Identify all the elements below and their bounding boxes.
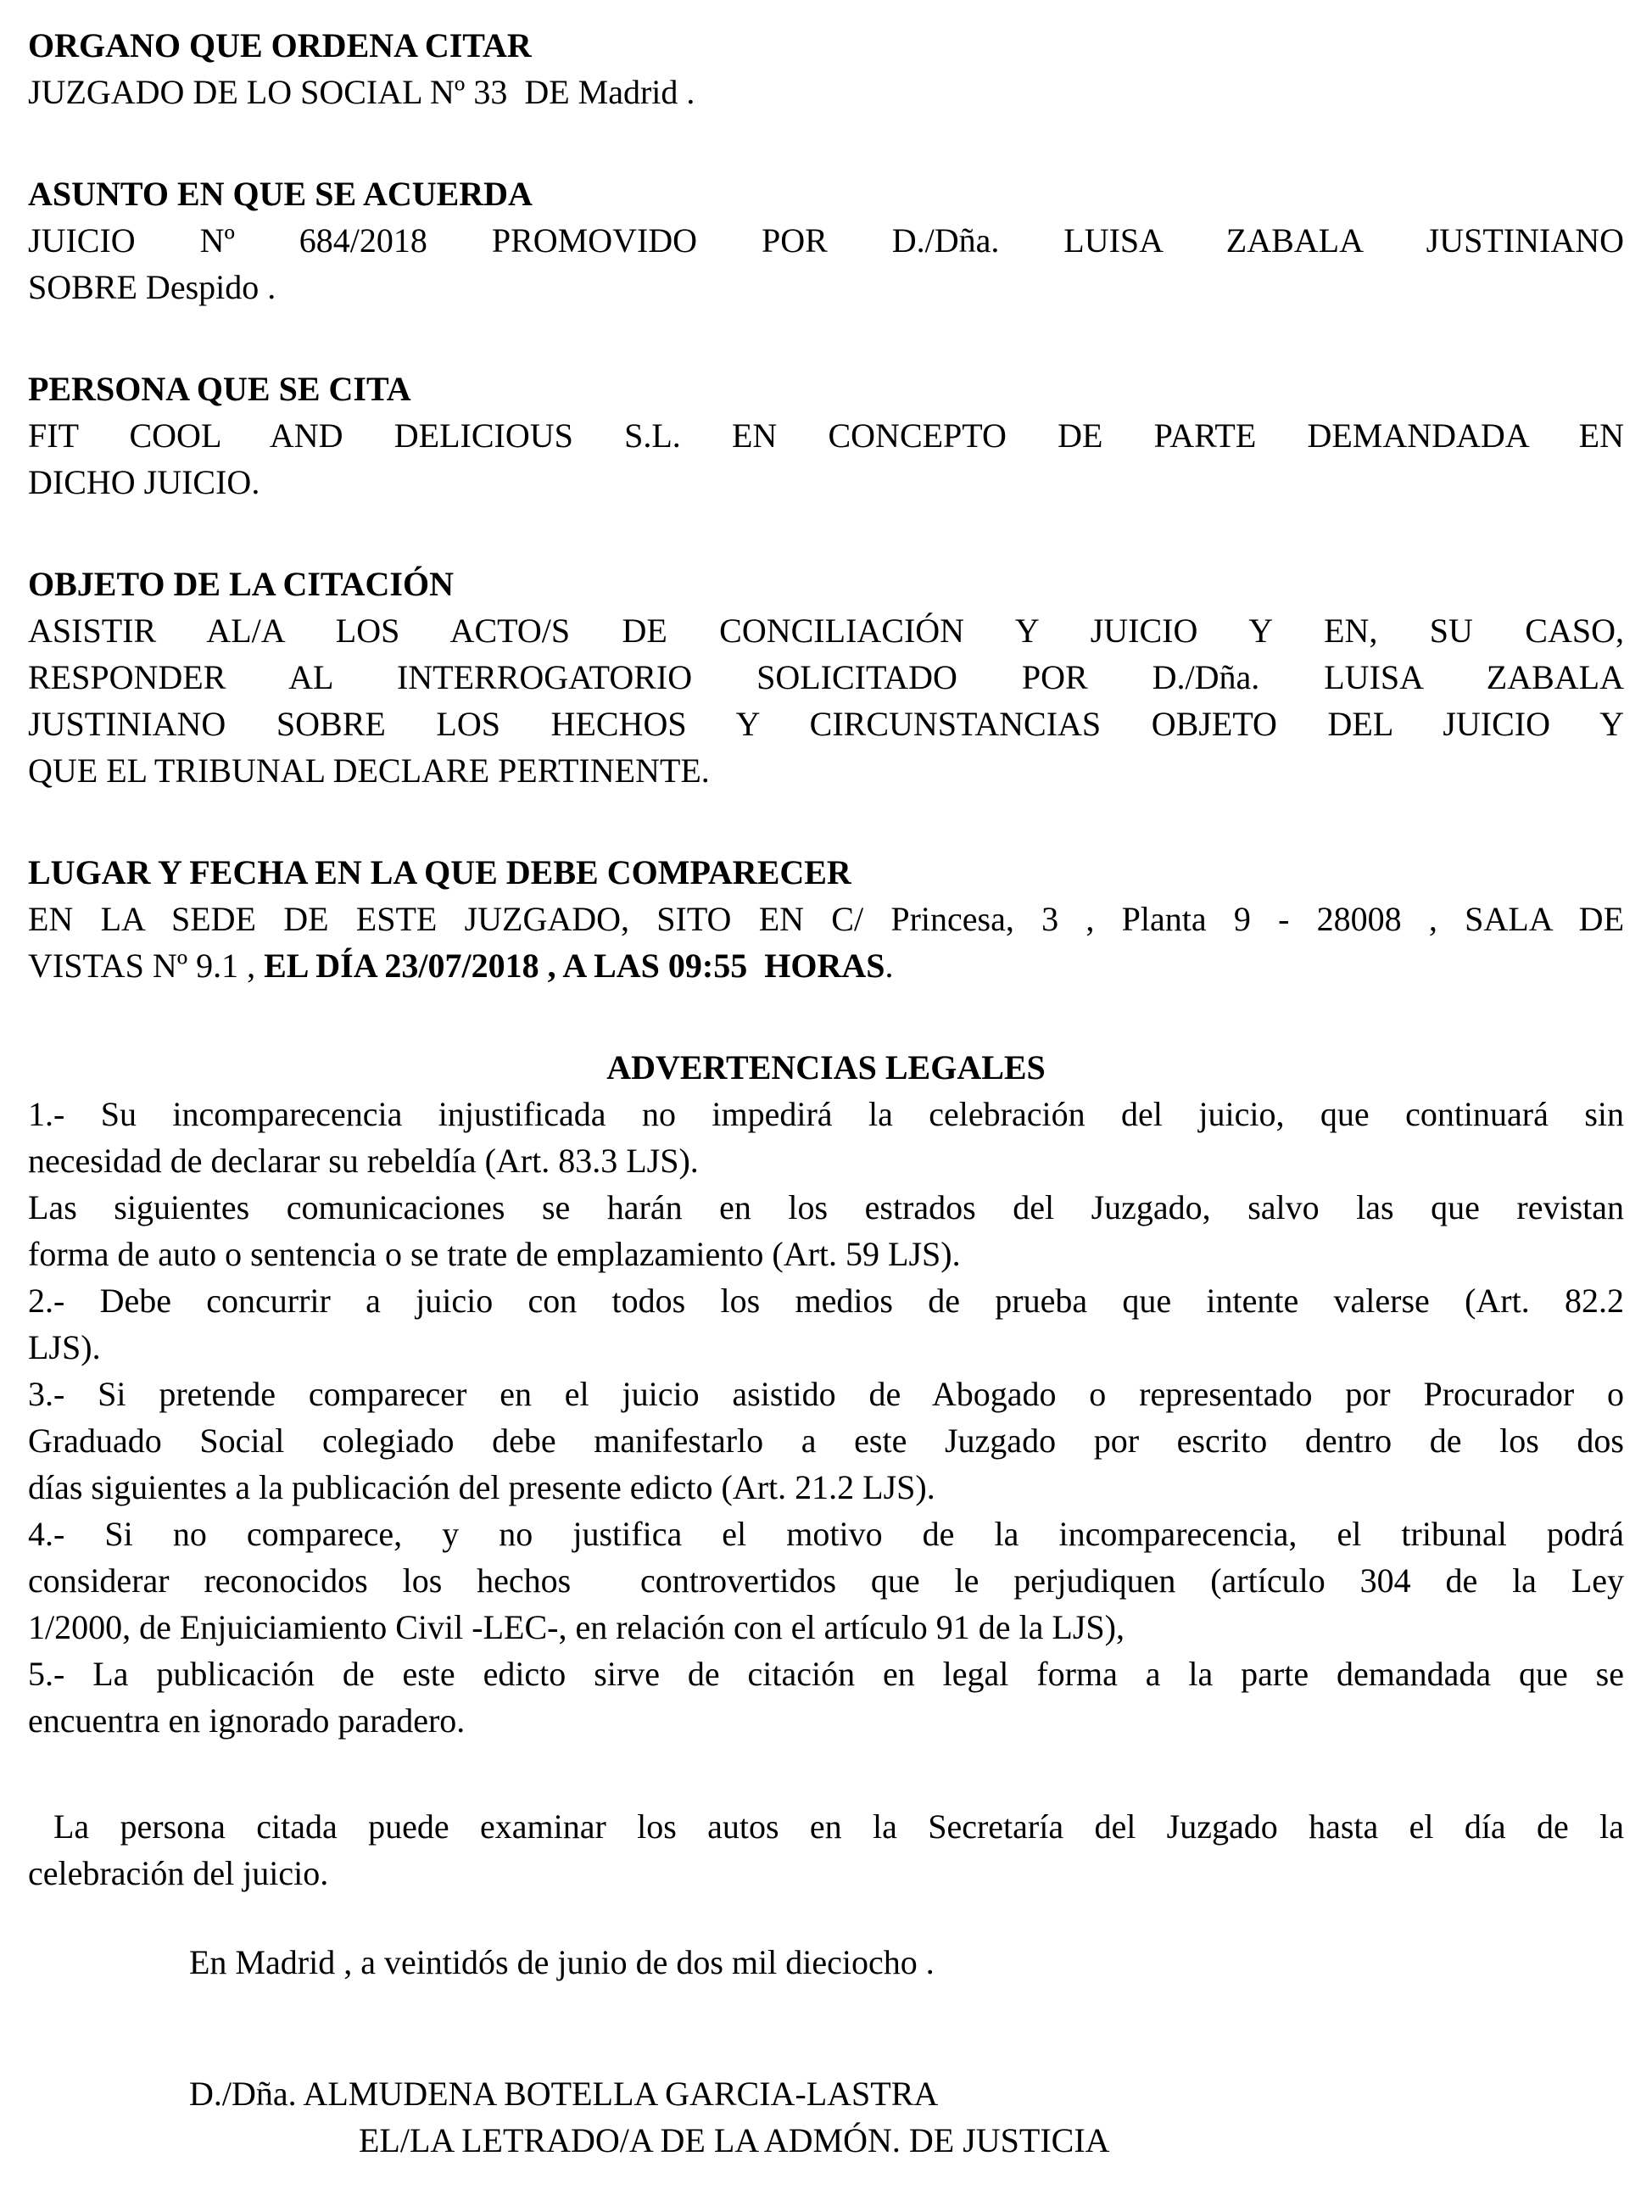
date-line-body: [28, 1939, 1624, 1986]
section-objeto-body: [28, 607, 1624, 794]
text-line: [28, 1803, 1624, 1850]
text-line: [28, 264, 1624, 310]
text-line: [28, 942, 1624, 989]
text-run: .: [885, 947, 894, 985]
text-run: celebración del juicio.: [28, 1854, 329, 1892]
section-organo-heading: ORGANO QUE ORDENA CITAR: [28, 26, 532, 64]
text-line: [28, 1184, 1624, 1231]
section-asunto: [28, 170, 1624, 310]
text-run: D./Dña. ALMUDENA BOTELLA GARCIA-LASTRA: [189, 2075, 939, 2113]
text-run: JUZGADO DE LO SOCIAL Nº 33 DE Madrid .: [28, 73, 695, 111]
text-line: [28, 607, 1624, 654]
text-run: 2.- Debe concurrir a juicio con todos los medios de prueba que intente valerse (Art. 82.2: [28, 1282, 1624, 1320]
text-line: [28, 654, 1624, 701]
text-run: SOBRE Despido .: [28, 268, 276, 306]
text-run: forma de auto o sentencia o se trate de emplazamiento (Art. 59 LJS).: [28, 1235, 961, 1273]
text-line: [28, 2117, 1624, 2164]
text-line: [28, 1697, 1624, 1744]
text-line: [28, 747, 1624, 794]
text-line: [28, 1417, 1624, 1464]
text-run: 4.- Si no comparece, y no justifica el motivo de la incomparecencia, el tribunal podrá: [28, 1515, 1624, 1553]
text-run: 1/2000, de Enjuiciamiento Civil -LEC-, en relación con el artículo 91 de la LJS),: [28, 1608, 1125, 1646]
text-run: 3.- Si pretende comparecer en el juicio asistido de Abogado o representado por Procurador o: [28, 1375, 1624, 1413]
section-lugar: [28, 849, 1624, 989]
text-run: EN LA SEDE DE ESTE JUZGADO, SITO EN C/ Princesa, 3 , Planta 9 - 28008 , SALA DE: [28, 900, 1624, 938]
text-run: La persona citada puede examinar los autos en la Secretaría del Juzgado hasta el día de la: [53, 1807, 1624, 1846]
text-run: JUSTINIANO SOBRE LOS HECHOS Y CIRCUNSTANCIAS OBJETO DEL JUICIO Y: [28, 705, 1624, 743]
section-advertencias-body: [28, 1091, 1624, 1744]
text-run: 5.- La publicación de este edicto sirve de citación en legal forma a la parte demandada que se: [28, 1655, 1624, 1693]
text-run: Las siguientes comunicaciones se harán en los estrados del Juzgado, salvo las que revistan: [28, 1188, 1624, 1226]
text-line: [28, 1371, 1624, 1417]
text-run: días siguientes a la publicación del presente edicto (Art. 21.2 LJS).: [28, 1468, 935, 1506]
section-firma: [28, 2070, 1624, 2164]
text-line: [28, 1231, 1624, 1277]
section-objeto-heading: OBJETO DE LA CITACIÓN: [28, 565, 454, 603]
text-line: [28, 217, 1624, 264]
section-examen: [28, 1803, 1624, 1896]
bold-text-run: EL DÍA 23/07/2018 , A LAS 09:55 HORAS: [264, 947, 885, 985]
text-line: [28, 1137, 1624, 1184]
section-organo: [28, 22, 1624, 115]
text-line: [28, 1651, 1624, 1697]
text-line: [28, 1604, 1624, 1651]
section-persona-heading: PERSONA QUE SE CITA: [28, 370, 411, 408]
text-line: [28, 701, 1624, 747]
text-run: RESPONDER AL INTERROGATORIO SOLICITADO POR D./Dña. LUISA ZABALA: [28, 658, 1624, 696]
text-line: [28, 1324, 1624, 1371]
text-line: [28, 1557, 1624, 1604]
text-run: DICHO JUICIO.: [28, 463, 260, 501]
signature-block: [28, 2070, 1624, 2164]
section-persona-body: [28, 412, 1624, 506]
text-run: En Madrid , a veintidós de junio de dos mil dieciocho .: [189, 1943, 935, 1981]
section-fecha: [28, 1939, 1624, 1986]
text-run: JUICIO Nº 684/2018 PROMOVIDO POR D./Dña. LUISA ZABALA JUSTINIANO: [28, 221, 1624, 260]
text-line: [28, 2070, 1624, 2117]
text-line: [28, 1850, 1624, 1896]
text-line: [28, 1511, 1624, 1557]
section-advertencias: [28, 1044, 1624, 1744]
section-lugar-heading: LUGAR Y FECHA EN LA QUE DEBE COMPARECER: [28, 853, 851, 891]
text-run: encuentra en ignorado paradero.: [28, 1701, 466, 1740]
section-advertencias-heading: ADVERTENCIAS LEGALES: [606, 1048, 1046, 1086]
section-asunto-body: [28, 217, 1624, 310]
section-asunto-heading: ASUNTO EN QUE SE ACUERDA: [28, 175, 533, 213]
text-run: QUE EL TRIBUNAL DECLARE PERTINENTE.: [28, 751, 710, 790]
section-examen-body: [28, 1803, 1624, 1896]
text-line: [28, 1464, 1624, 1511]
text-line: [28, 1277, 1624, 1324]
text-run: 1.- Su incomparecencia injustificada no impedirá la celebración del juicio, que continuará sin: [28, 1095, 1624, 1133]
text-line: [28, 1091, 1624, 1137]
text-run: necesidad de declarar su rebeldía (Art. 83.3 LJS).: [28, 1142, 699, 1180]
text-line: [28, 69, 1624, 115]
section-objeto: [28, 561, 1624, 794]
text-run: FIT COOL AND DELICIOUS S.L. EN CONCEPTO DE PARTE DEMANDADA EN: [28, 416, 1624, 455]
text-run: EL/LA LETRADO/A DE LA ADMÓN. DE JUSTICIA: [359, 2121, 1110, 2159]
section-lugar-body: [28, 896, 1624, 989]
section-persona: [28, 366, 1624, 506]
section-organo-body: [28, 69, 1624, 115]
text-run: ASISTIR AL/A LOS ACTO/S DE CONCILIACIÓN Y JUICIO Y EN, SU CASO,: [28, 612, 1624, 650]
text-line: [28, 459, 1624, 506]
text-run: LJS).: [28, 1328, 101, 1366]
text-run: considerar reconocidos los hechos controvertidos que le perjudiquen (artículo 304 de la Ley: [28, 1561, 1624, 1600]
text-line: [28, 412, 1624, 459]
text-line: [28, 896, 1624, 942]
text-run: VISTAS Nº 9.1 ,: [28, 947, 265, 985]
text-run: Graduado Social colegiado debe manifestarlo a este Juzgado por escrito dentro de los dos: [28, 1422, 1624, 1460]
text-line: [28, 1939, 1624, 1986]
